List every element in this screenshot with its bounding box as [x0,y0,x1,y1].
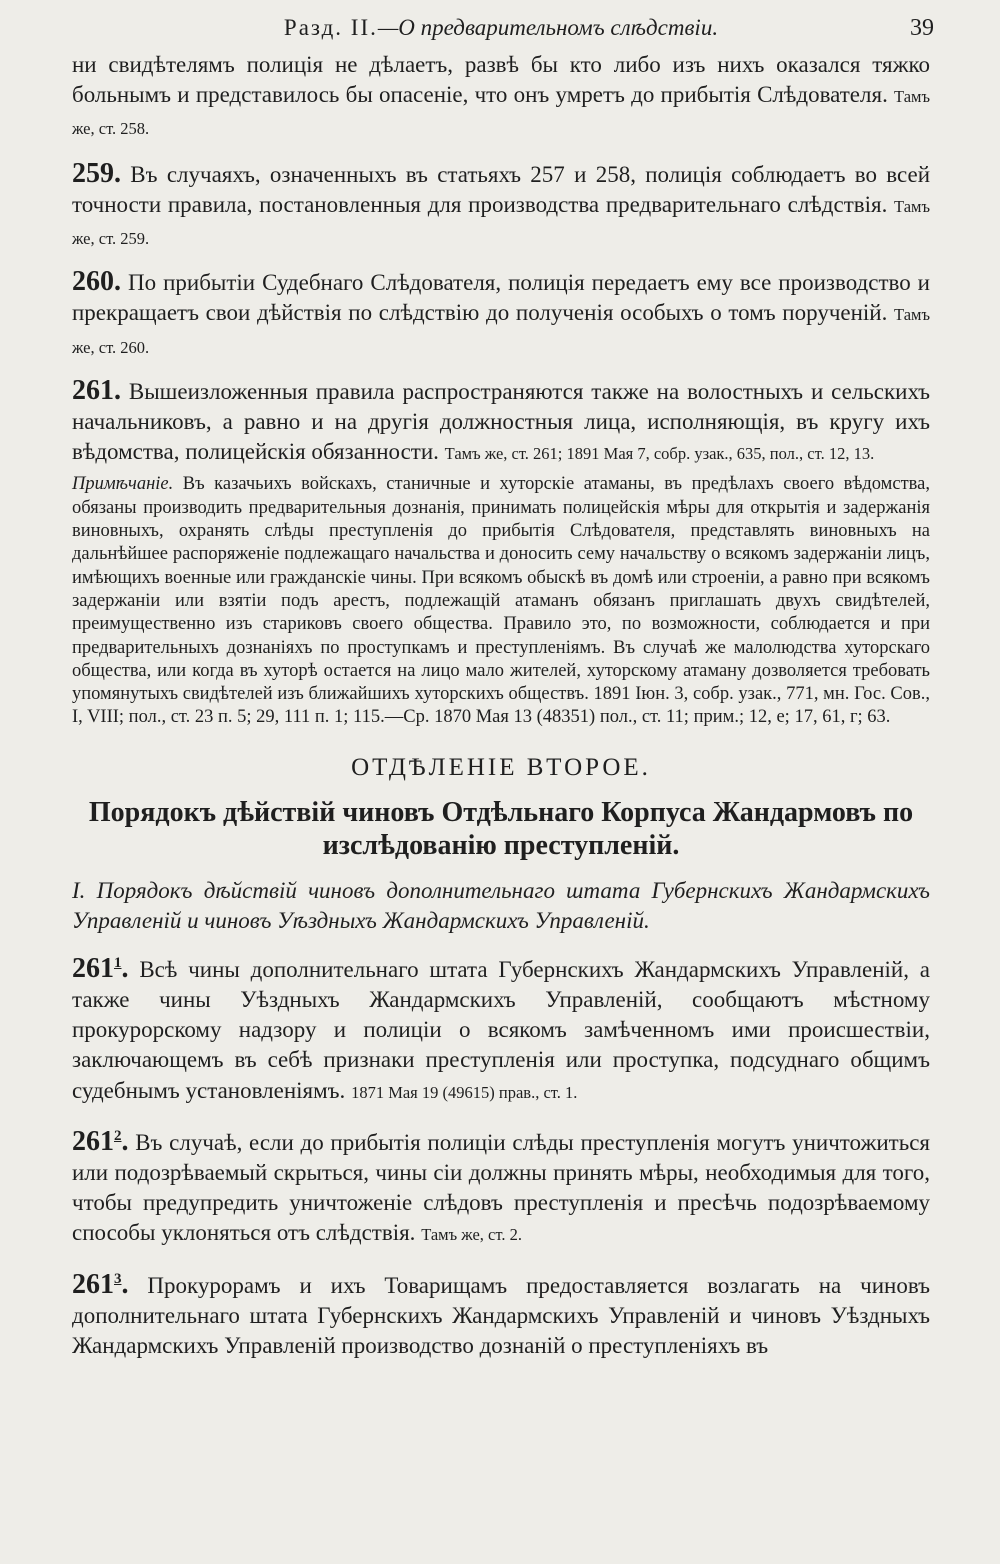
article-text: По прибытіи Судебнаго Слѣдователя, полиція передаетъ ему все производство и прекращаетъ свои дѣйствія по слѣдствію до полученія особыхъ о томъ порученій. [72,270,930,326]
article-text: Вышеизложенныя правила распространяются также на волостныхъ и сельскихъ начальниковъ, а равно и на другія должностныя лица, исполняющія, въ кругу ихъ вѣдомства, полицейскія обязанности. [72,378,931,465]
paragraph-continuation [72,50,930,145]
article-text: Прокурорамъ и ихъ Товарищамъ предоставляется возлагать на чиновъ дополнительнаго штата Губернскихъ Жандармскихъ Управленій и чиновъ Уѣздныхъ Жандармскихъ Управленій производство дознаній о преступленіяхъ въ [72,1272,930,1358]
header-title: —О предварительномъ слѣдствіи. [377,15,719,40]
article-number-base: 261 [72,1125,114,1157]
article-number-dot: . [121,1268,129,1300]
article-text: Всѣ чины дополнительнаго штата Губернскихъ Жандармскихъ Управленій, а также чины Уѣздныхъ Жандармскихъ Управленій, сообщаютъ мѣстному прокурорскому надзору и полиціи о всякомъ замѣченномъ ими происшествіи, заключающемъ въ себѣ признаки преступленія или проступка, подсуднаго общимъ судебнымъ установленіямъ. [72,956,930,1103]
article-number-superscript: 1 [114,954,122,971]
article-number-base: 261 [72,1268,114,1300]
article-259 [72,159,930,255]
article-text: Въ случаѣ, если до прибытія полиціи слѣды преступленія могутъ уничтожиться или подозрѣваемый скрыться, чины сіи должны принять мѣры, необходимыя для того, чтобы предупредить уничтоженіе слѣдовъ преступленія и пресѣчь подозрѣваемому способы уклоняться отъ слѣдствія. [72,1129,930,1246]
article-number [72,1269,129,1300]
article-261 [72,376,930,470]
note-label: Примѣчаніе. [72,474,174,495]
article-number [72,1126,129,1157]
article-number-base: 261 [72,952,114,984]
header-section: Разд. II. [283,15,378,40]
article-number-superscript: 3 [114,1270,122,1287]
note [72,473,930,729]
section-title: Порядокъ дѣйствій чиновъ Отдѣльнаго Корпуса Жандармовъ по изслѣдованію преступленій. [88,796,914,861]
paragraph-text: ни свидѣтелямъ полиція не дѣлаетъ, развѣ бы кто либо изъ нихъ оказался тяжко больнымъ и представилось бы опасеніе, что онъ умретъ до прибытія Слѣдователя. [72,52,930,108]
article-261-1 [72,948,930,1108]
article-number [72,953,129,984]
citation: 1871 Мая 19 (49615) прав., ст. 1. [351,1082,578,1102]
citation: Тамъ же, ст. 2. [421,1225,522,1245]
page-number: 39 [910,15,934,41]
running-header [72,6,934,50]
division-heading: ОТДѢЛЕНІЕ ВТОРОЕ. [351,753,651,781]
article-261-3 [72,1264,930,1362]
article-260 [72,267,930,363]
article-261-2 [72,1121,930,1251]
article-number: 261. [72,374,121,406]
article-number: 260. [72,266,121,298]
citation: Тамъ же, ст. 260. [72,305,930,357]
citation: Тамъ же, ст. 261; 1891 Мая 7, собр. узак., 635, пол., ст. 12, 13. [444,444,875,464]
subsection-title: I. Порядокъ дѣйствій чиновъ дополнительнаго штата Губернскихъ Жандармскихъ Управленій и чиновъ Уѣздныхъ Жандармскихъ Управленій. [72,877,930,933]
citation: Тамъ же, ст. 259. [72,196,930,249]
article-number-dot: . [121,1125,129,1157]
note-text: Въ казачьихъ войскахъ, станичные и хуторскіе атаманы, въ предѣлахъ своего вѣдомства, обязаны производить предварительныя дознанія, принимать полицейскія мѣры для открытія и задержанія виновныхъ, охранять слѣды преступленія до прибытія Слѣдователя, представлять виновныхъ на дальнѣйшее распоряженіе подлежащаго начальства и доносить сему начальству о всякомъ задержаніи лицъ, имѣющихъ военные или гражданскіе чины. При всякомъ обыскѣ въ домѣ или строеніи, а равно при всякомъ задержаніи или взятіи подъ арестъ, подлежащій атаманъ обязанъ приглашать двухъ свидѣтелей, преимущественно изъ стариковъ своего общества. Правило это, по возможности, соблюдается и при предварительныхъ дознаніяхъ по проступкамъ и преступленіямъ. Въ случаѣ же малолюдства хуторскаго общества, или когда въ хуторѣ остается на лицо мало жителей, хуторскому атаману дозволяется требовать упомянутыхъ свидѣтелей изъ ближайшихъ хуторскихъ обществъ. 1891 Іюн. 3, собр. узак., 771, мн. Гос. Сов., I, VIII; пол., ст. 23 п. 5; 29, 111 п. 1; 115.—Ср. 1870 Мая 13 (48351) пол., ст. 11; прим.; 12, е; 17, 61, г; 63. [72,474,931,728]
article-number: 259. [72,157,121,189]
citation: Тамъ же, ст. 258. [72,87,931,139]
article-number-dot: . [121,952,129,984]
article-text: Въ случаяхъ, означенныхъ въ статьяхъ 257 и 258, полиція соблюдаетъ во всей точности правила, постановленныя для производства предварительнаго слѣдствія. [72,161,931,217]
article-number-superscript: 2 [114,1127,122,1144]
